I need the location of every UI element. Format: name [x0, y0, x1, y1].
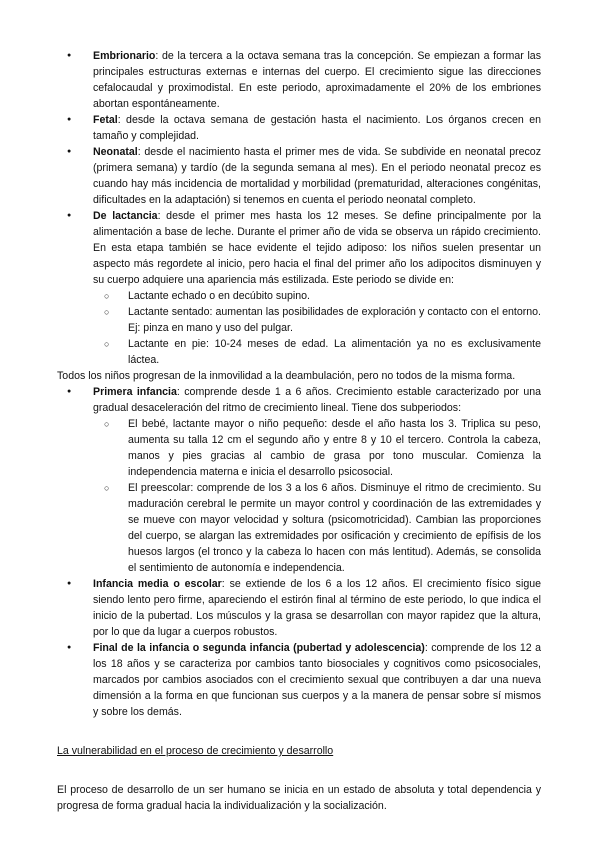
term-description: : desde la octava semana de gestación hasta el nacimiento. Los órganos crecen en tamaño y complejidad. [93, 114, 541, 142]
list-item [93, 48, 541, 112]
term-description: : de la tercera a la octava semana tras la concepción. Se empiezan a formar las principales estructuras externas e internas del cuerpo. El crecimiento sigue las direcciones cefalocaudal y proximodistal. En este periodo, aproximadamente el 20% de los embriones abortan espontáneamente. [93, 50, 541, 110]
sub-list [93, 288, 541, 368]
list-item [93, 144, 541, 208]
term-description: : desde el nacimiento hasta el primer mes de vida. Se subdivide en neonatal precoz (primera semana) y tardío (de la segunda semana al mes). En el periodo neonatal precoz es cuando hay más incidencia de mortalidad y morbilidad (prematuridad, alteraciones congénitas, dificultades en la adaptación) si tenemos en cuenta el periodo neonatal completo. [93, 146, 541, 206]
lactancia-note: Todos los niños progresan de la inmovilidad a la deambulación, pero no todos de la misma forma. [57, 370, 516, 382]
term-label: Fetal [93, 114, 118, 126]
sub-list-item: ○ El preescolar: comprende de los 3 a los 6 años. Disminuye el ritmo de crecimiento. Su maduración cerebral le permite un mayor control y coordinación de las extremidades y se mueve con mayor velocidad y soltura (psicomotricidad). Cambian las proporciones del cuerpo, se alargan las extremidades por osificación y crecimiento de epífisis de los huesos largos (el tronco y la cabeza lo hacen con más lentitud). Además, se consolida el sentimiento de autonomía e independencia. [128, 480, 541, 576]
sub-list [93, 416, 541, 576]
term-label: De lactancia [93, 210, 158, 222]
term-label: Infancia media o escolar [93, 578, 222, 590]
stage-list-continued [57, 384, 541, 720]
list-item [93, 640, 541, 720]
list-item [93, 576, 541, 640]
term-description: : comprende desde 1 a 6 años. Crecimiento estable caracterizado por una gradual desaceleración del ritmo de crecimiento lineal. Tiene dos subperiodos: [93, 386, 541, 414]
term-description: : se extiende de los 6 a los 12 años. El crecimiento físico sigue siendo lento pero firme, apareciendo el estirón final al término de este periodo, lo que indica el inicio de la pubertad. Los músculos y la grasa se desarrollan con mayor rapidez que la altura, por lo que da lugar a cuerpos robustos. [93, 578, 541, 638]
term-description: : comprende de los 12 a los 18 años y se caracteriza por cambios tanto biosociales y cognitivos como psicosociales, marcados por cambios asociados con el crecimiento sexual que contribuyen a dar una nueva dimensión a la forma en que funcionan sus cuerpos y a la manera de pensar sobre sí mismos y sobre los demás. [93, 642, 541, 718]
list-item [93, 112, 541, 144]
section-heading: La vulnerabilidad en el proceso de crecimiento y desarrollo [57, 745, 334, 757]
document-body [57, 48, 541, 814]
stage-list [57, 48, 541, 368]
sub-list-item: ○ Lactante en pie: 10-24 meses de edad. La alimentación ya no es exclusivamente láctea. [128, 336, 541, 368]
list-item [93, 208, 541, 368]
term-label: Final de la infancia o segunda infancia (pubertad y adolescencia) [93, 642, 425, 654]
term-description: : desde el primer mes hasta los 12 meses. Se define principalmente por la alimentación a base de leche. Durante el primer año de vida se observa un rápido crecimiento. En esta etapa también se hace evidente el tejido adiposo: los niños suelen presentar un aspecto más regordete al inicio, pero hacia el final del primer año los adipocitos disminuyen y su cuerpo adquiere una apariencia más estilizada. Este periodo se divide en: [93, 210, 541, 286]
list-item [93, 384, 541, 576]
intro-paragraph: El proceso de desarrollo de un ser humano se inicia en un estado de absoluta y total dependencia y progresa de forma gradual hacia la individualización y la socialización. [57, 784, 541, 812]
sub-list-item: ○ El bebé, lactante mayor o niño pequeño: desde el año hasta los 3. Triplica su peso, aumenta su talla 12 cm el segundo año y entre 8 y 10 el tercero. Controla la cabeza, manos y pies gracias al cambio de grasa por tono muscular. Comienza la independencia materna e inicia el desarrollo psicosocial. [128, 416, 541, 480]
sub-list-item: ○ Lactante sentado: aumentan las posibilidades de exploración y contacto con el entorno. Ej: pinza en mano y uso del pulgar. [128, 304, 541, 336]
sub-list-item: ○ Lactante echado o en decúbito supino. [128, 288, 541, 304]
term-label: Primera infancia [93, 386, 177, 398]
term-label: Neonatal [93, 146, 138, 158]
term-label: Embrionario [93, 50, 156, 62]
